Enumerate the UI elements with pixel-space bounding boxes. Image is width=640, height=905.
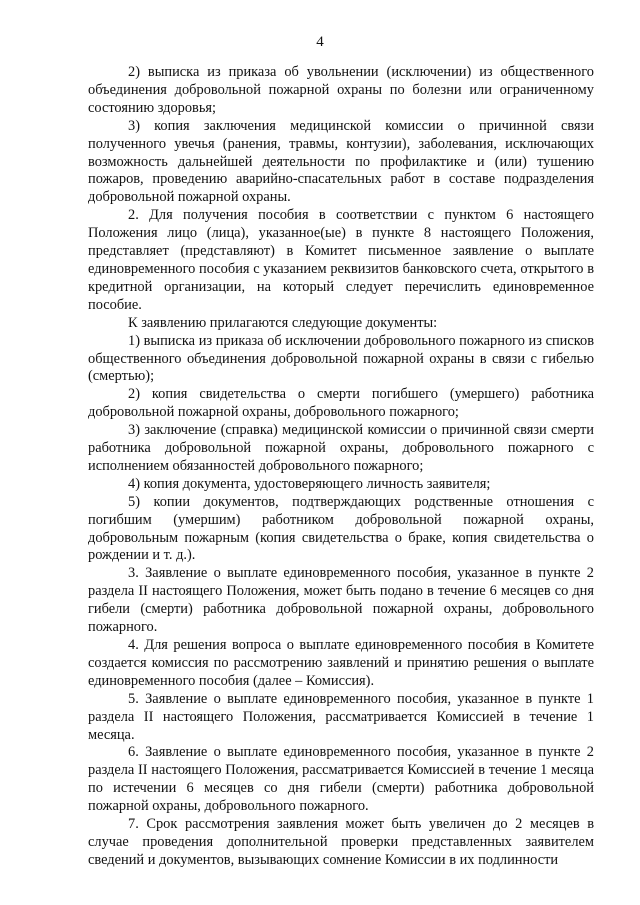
paragraph: 3) копия заключения медицинской комиссии о причинной связи полученного увечья (ранения, травмы, контузии), заболевания, исключающих возможность дальнейшей деятельности по профилактике и (или) тушению пожаров, проведению аварийно-спасательных работ в составе подразделения добровольной пожарной охраны. bbox=[88, 117, 594, 206]
paragraph: 3. Заявление о выплате единовременного пособия, указанное в пункте 2 раздела II настоящего Положения, может быть подано в течение 6 месяцев со дня гибели (смерти) работника добровольной пожарной охраны, добровольного пожарного. bbox=[88, 565, 594, 636]
paragraph: 7. Срок рассмотрения заявления может быть увеличен до 2 месяцев в случае проведения дополнительной проверки представленных заявителем сведений и документов, вызывающих сомнение Комиссии в их подлинности bbox=[88, 816, 594, 868]
paragraph: К заявлению прилагаются следующие документы: bbox=[128, 314, 438, 331]
paragraph: 2. Для получения пособия в соответствии с пунктом 6 настоящего Положения лицо (лица), указанное(ые) в пункте 8 настоящего Положения, представляет (представляют) в Комитет письменное заявление о выплате единовременного пособия с указанием реквизитов банковского счета, открытого в кредитной организации, на который следует перечислить единовременное пособие. bbox=[88, 207, 594, 313]
paragraph: 5) копии документов, подтверждающих родственные отношения с погибшим (умершим) работником добровольной пожарной охраны, добровольным пожарным (копия свидетельства о браке, копия свидетельства о рождении и т. д.). bbox=[88, 493, 594, 564]
paragraph: 6. Заявление о выплате единовременного пособия, указанное в пункте 2 раздела II настоящего Положения, рассматривается Комиссией в течение 1 месяца по истечении 6 месяцев со дня гибели (смерти) работника добровольной пожарной охраны, добровольного пожарного. bbox=[88, 744, 594, 815]
paragraph: 4. Для решения вопроса о выплате единовременного пособия в Комитете создается комиссия по рассмотрению заявлений и принятию решения о выплате единовременного пособия (далее – Комиссия). bbox=[88, 637, 594, 689]
paragraph: 4) копия документа, удостоверяющего личность заявителя; bbox=[128, 475, 491, 492]
paragraph: 2) выписка из приказа об увольнении (исключении) из общественного объединения добровольной пожарной охраны по болезни или ограниченному состоянию здоровья; bbox=[88, 64, 594, 116]
paragraph: 2) копия свидетельства о смерти погибшего (умершего) работника добровольной пожарной охраны, добровольного пожарного; bbox=[88, 386, 594, 421]
body-text bbox=[88, 64, 594, 870]
paragraph: 5. Заявление о выплате единовременного пособия, указанное в пункте 1 раздела II настоящего Положения, рассматривается Комиссией в течение 1 месяца. bbox=[88, 690, 594, 743]
paragraph: 1) выписка из приказа об исключении добровольного пожарного из списков общественного объединения добровольной пожарной охраны в связи с гибелью (смертью); bbox=[88, 332, 594, 385]
page-number: 4 bbox=[316, 34, 324, 50]
paragraph: 3) заключение (справка) медицинской комиссии о причинной связи смерти работника добровольной пожарной охраны, добровольного пожарного с исполнением обязанностей добровольного пожарного; bbox=[88, 422, 594, 474]
